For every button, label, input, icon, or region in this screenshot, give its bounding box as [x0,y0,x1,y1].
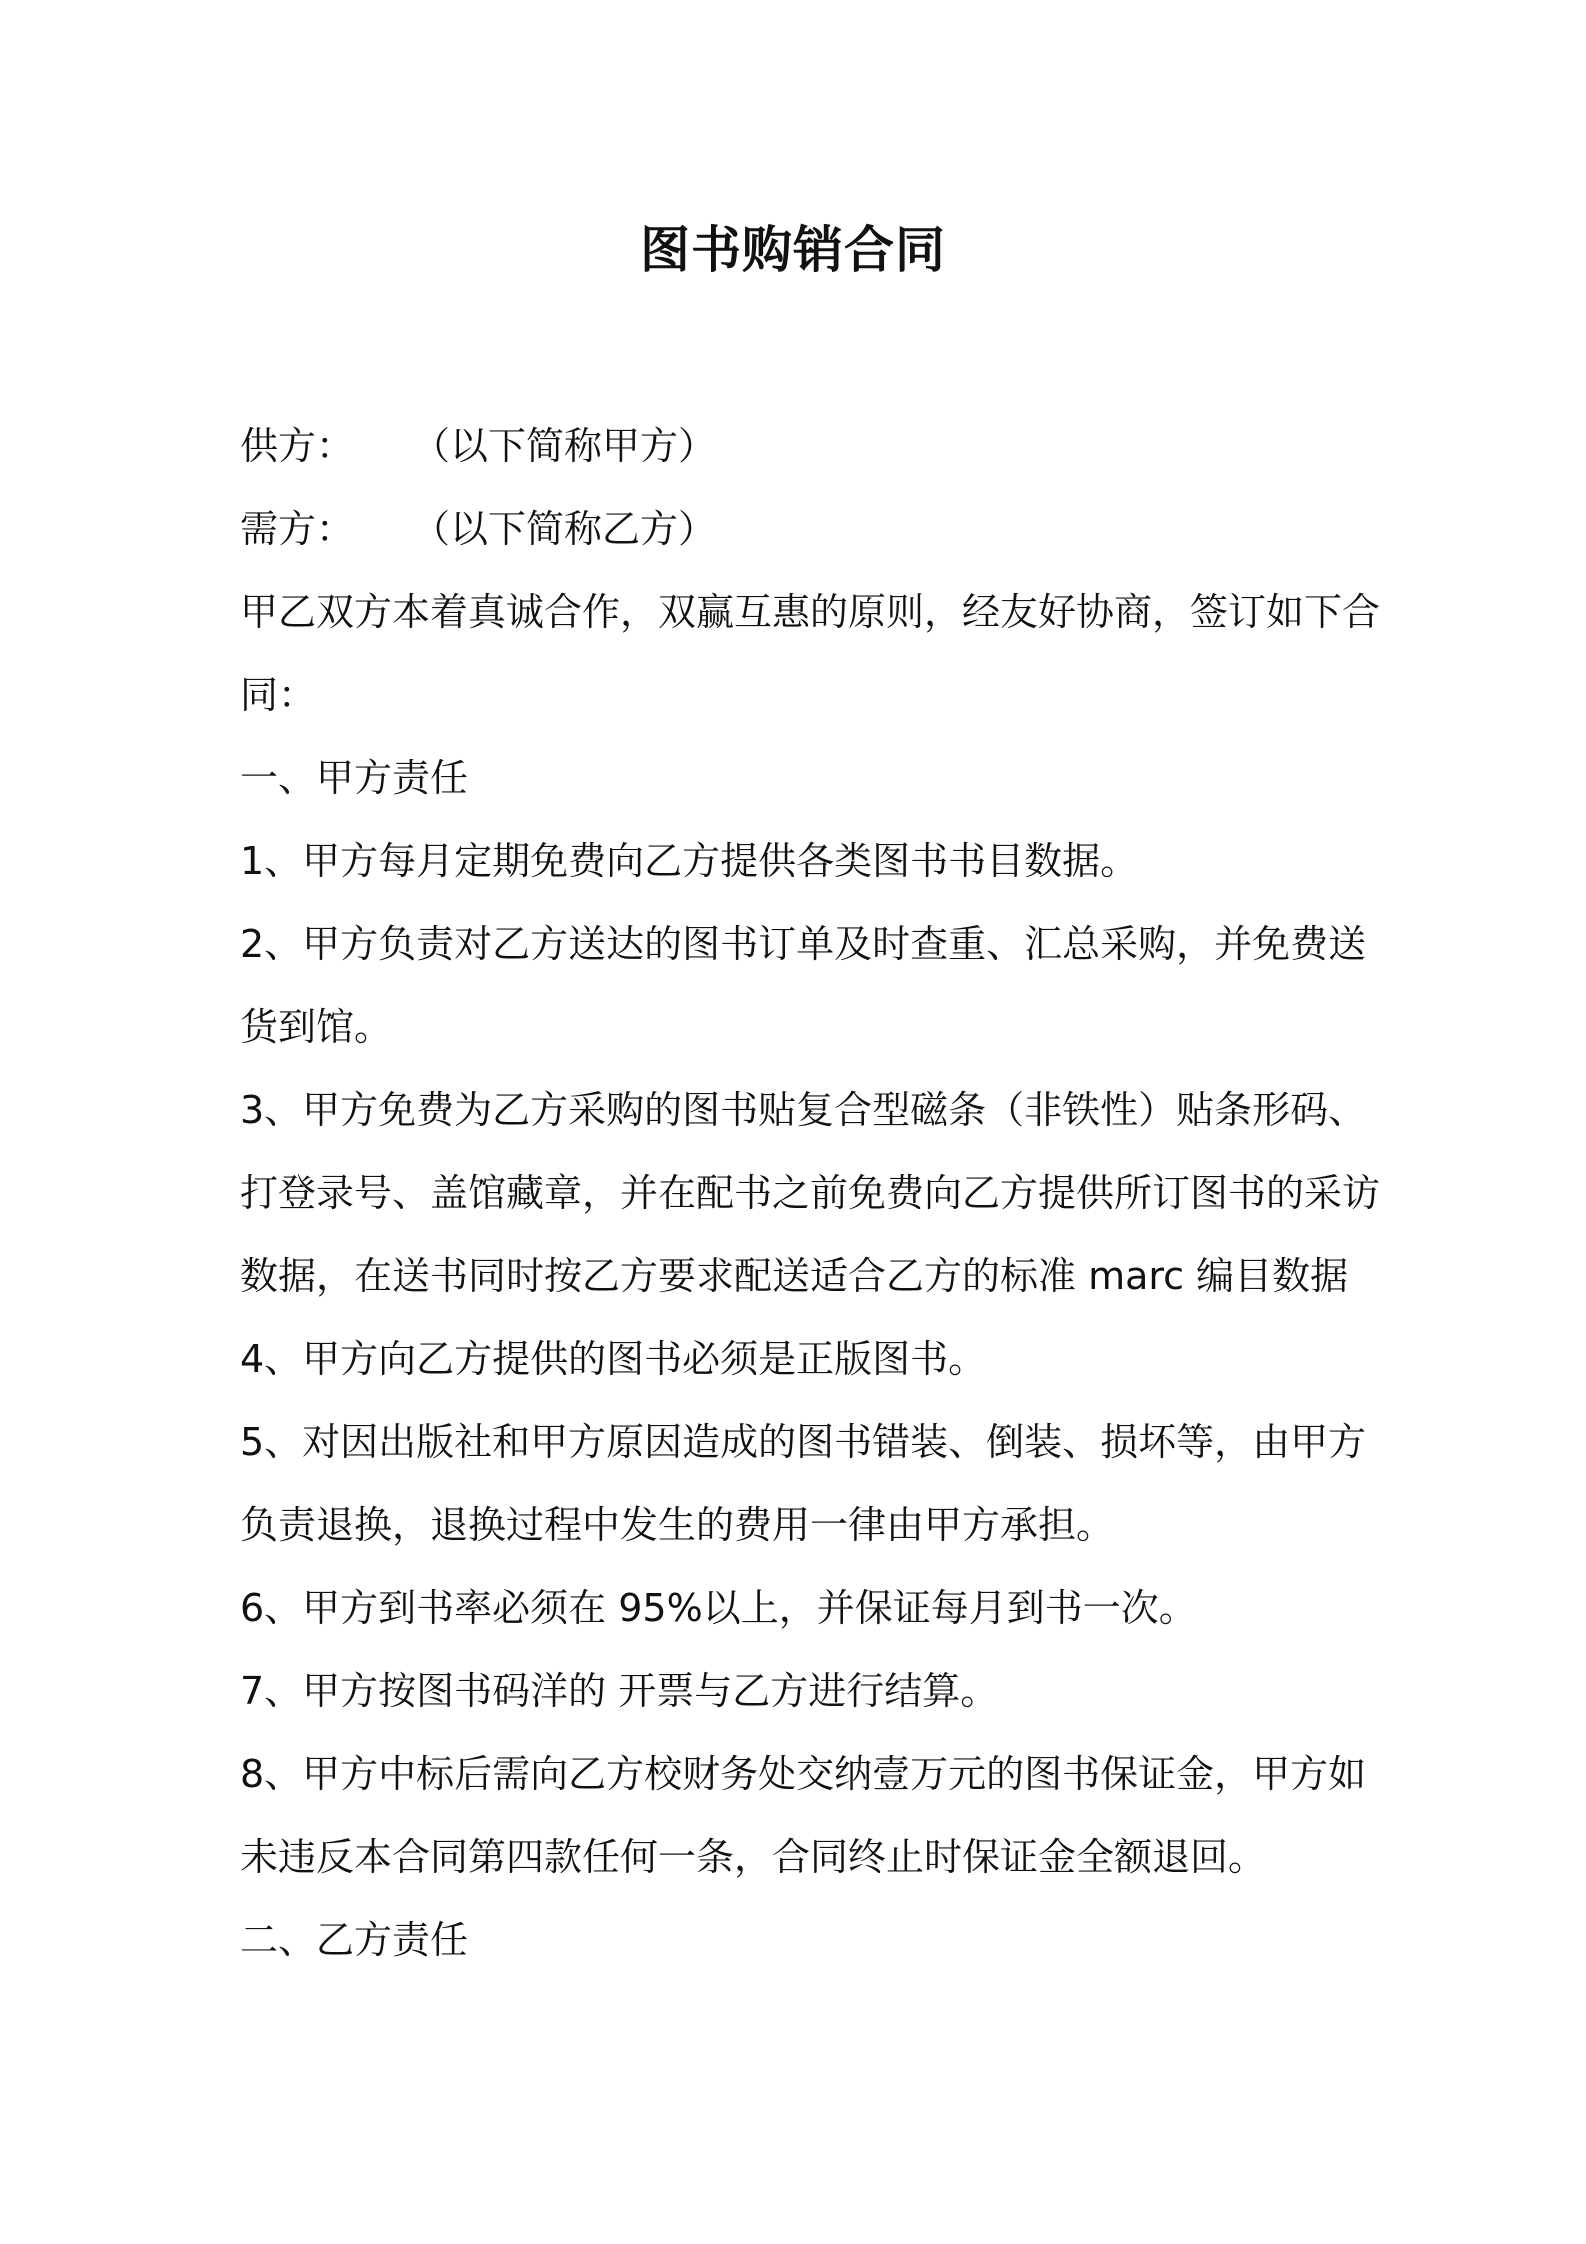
clause-line: 5、对因出版社和甲方原因造成的图书错装、倒装、损坏等，由甲方 [240,1420,1367,1464]
clause-line: 7、甲方按图书码洋的 开票与乙方进行结算。 [240,1669,999,1713]
document-title: 图书购销合同 [640,221,946,279]
section-heading-party-b: 二、乙方责任 [240,1918,469,1962]
intro-line-1: 甲乙双方本着真诚合作，双赢互惠的原则，经友好协商，签订如下合 [240,590,1381,634]
clause-line: 3、甲方免费为乙方采购的图书贴复合型磁条（非铁性）贴条形码、 [240,1088,1367,1132]
supplier-line [240,405,1360,488]
section-heading-party-a: 一、甲方责任 [240,756,469,800]
clause-line: 6、甲方到书率必须在 95%以上，并保证每月到书一次。 [240,1586,1197,1630]
clause-line: 8、甲方中标后需向乙方校财务处交纳壹万元的图书保证金，甲方如 [240,1752,1367,1796]
clause-line: 货到馆。 [240,1005,393,1049]
clause-line: 4、甲方向乙方提供的图书必须是正版图书。 [240,1337,987,1381]
clause-line: 1、甲方每月定期免费向乙方提供各类图书书目数据。 [240,839,1139,883]
buyer-label: 需方： [240,507,355,551]
buyer-note: （以下简称乙方） [412,507,717,551]
clause-line: 2、甲方负责对乙方送达的图书订单及时查重、汇总采购，并免费送 [240,922,1367,966]
clause-line: 数据，在送书同时按乙方要求配送适合乙方的标准 marc 编目数据 [240,1254,1349,1298]
clause-line: 负责退换，退换过程中发生的费用一律由甲方承担。 [240,1503,1115,1547]
supplier-label: 供方： [240,424,355,468]
document-body [240,405,1381,1982]
supplier-note: （以下简称甲方） [412,424,717,468]
clause-line: 未违反本合同第四款任何一条，合同终止时保证金全额退回。 [240,1835,1267,1879]
buyer-line [240,488,1360,571]
clause-line: 打登录号、盖馆藏章，并在配书之前免费向乙方提供所订图书的采访 [240,1171,1381,1215]
intro-line-2: 同： [240,673,317,717]
